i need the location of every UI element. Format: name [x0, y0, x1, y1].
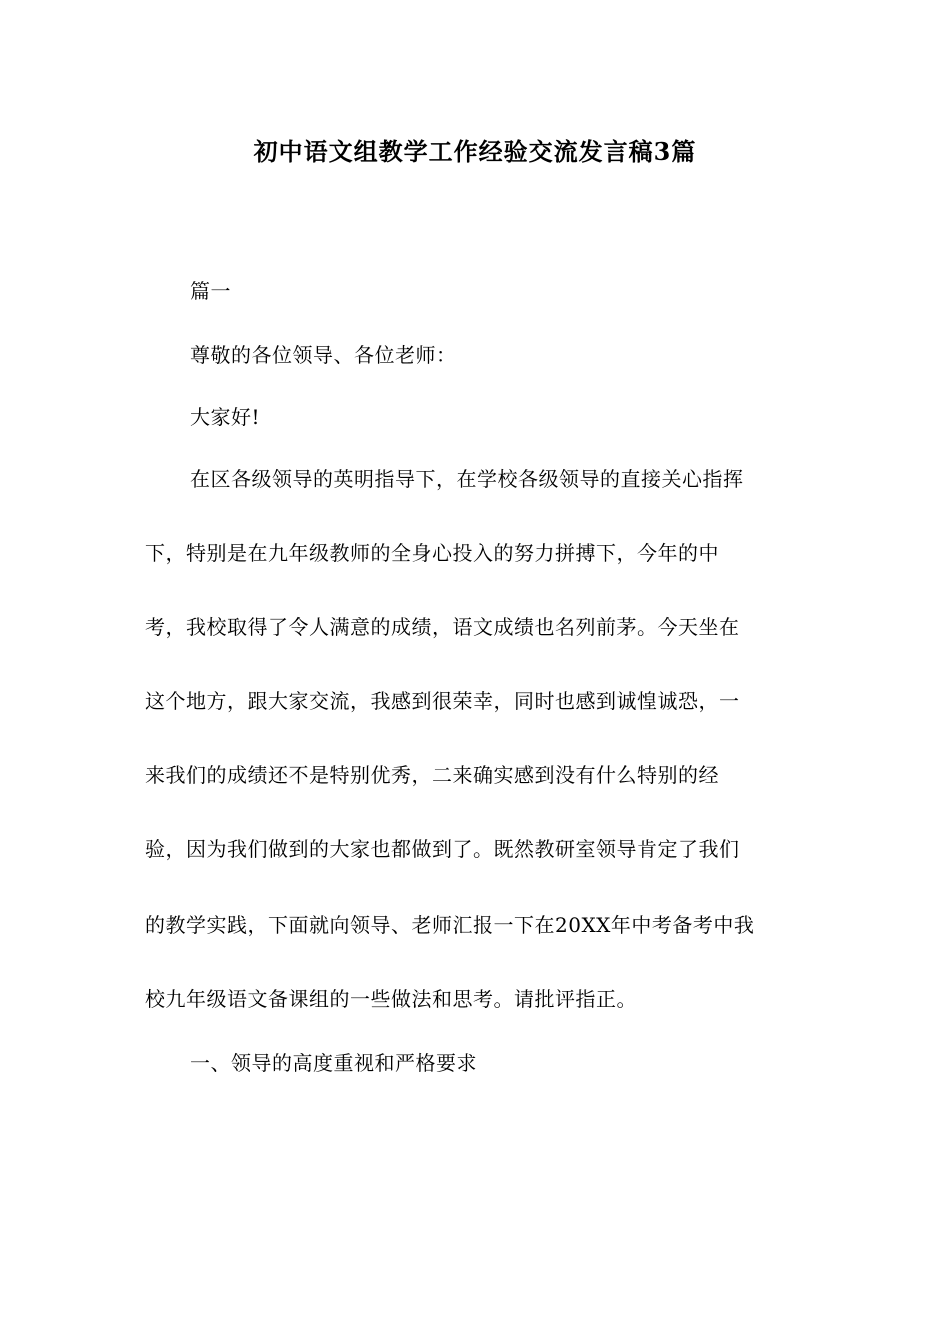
salutation: 尊敬的各位领导、各位老师：	[190, 343, 457, 367]
paragraph-line: 的教学实践，下面就向领导、老师汇报一下在20XX年中考备考中我	[145, 913, 755, 937]
paragraph-line: 这个地方，跟大家交流，我感到很荣幸，同时也感到诚惶诚恐，一	[145, 689, 740, 713]
section-label: 篇一	[190, 279, 231, 303]
section-heading: 一、领导的高度重视和严格要求	[190, 1051, 477, 1075]
paragraph-line: 下，特别是在九年级教师的全身心投入的努力拼搏下，今年的中	[145, 541, 719, 565]
paragraph-line: 验，因为我们做到的大家也都做到了。既然教研室领导肯定了我们	[145, 837, 740, 861]
paragraph-line: 考，我校取得了令人满意的成绩，语文成绩也名列前茅。今天坐在	[145, 615, 740, 639]
paragraph-line: 校九年级语文备课组的一些做法和思考。请批评指正。	[145, 987, 637, 1011]
document-title: 初中语文组教学工作经验交流发言稿3篇	[253, 137, 697, 166]
paragraph-line: 在区各级领导的英明指导下，在学校各级领导的直接关心指挥	[190, 467, 744, 491]
paragraph-line: 来我们的成绩还不是特别优秀，二来确实感到没有什么特别的经	[145, 763, 719, 787]
greeting: 大家好!	[190, 405, 261, 429]
